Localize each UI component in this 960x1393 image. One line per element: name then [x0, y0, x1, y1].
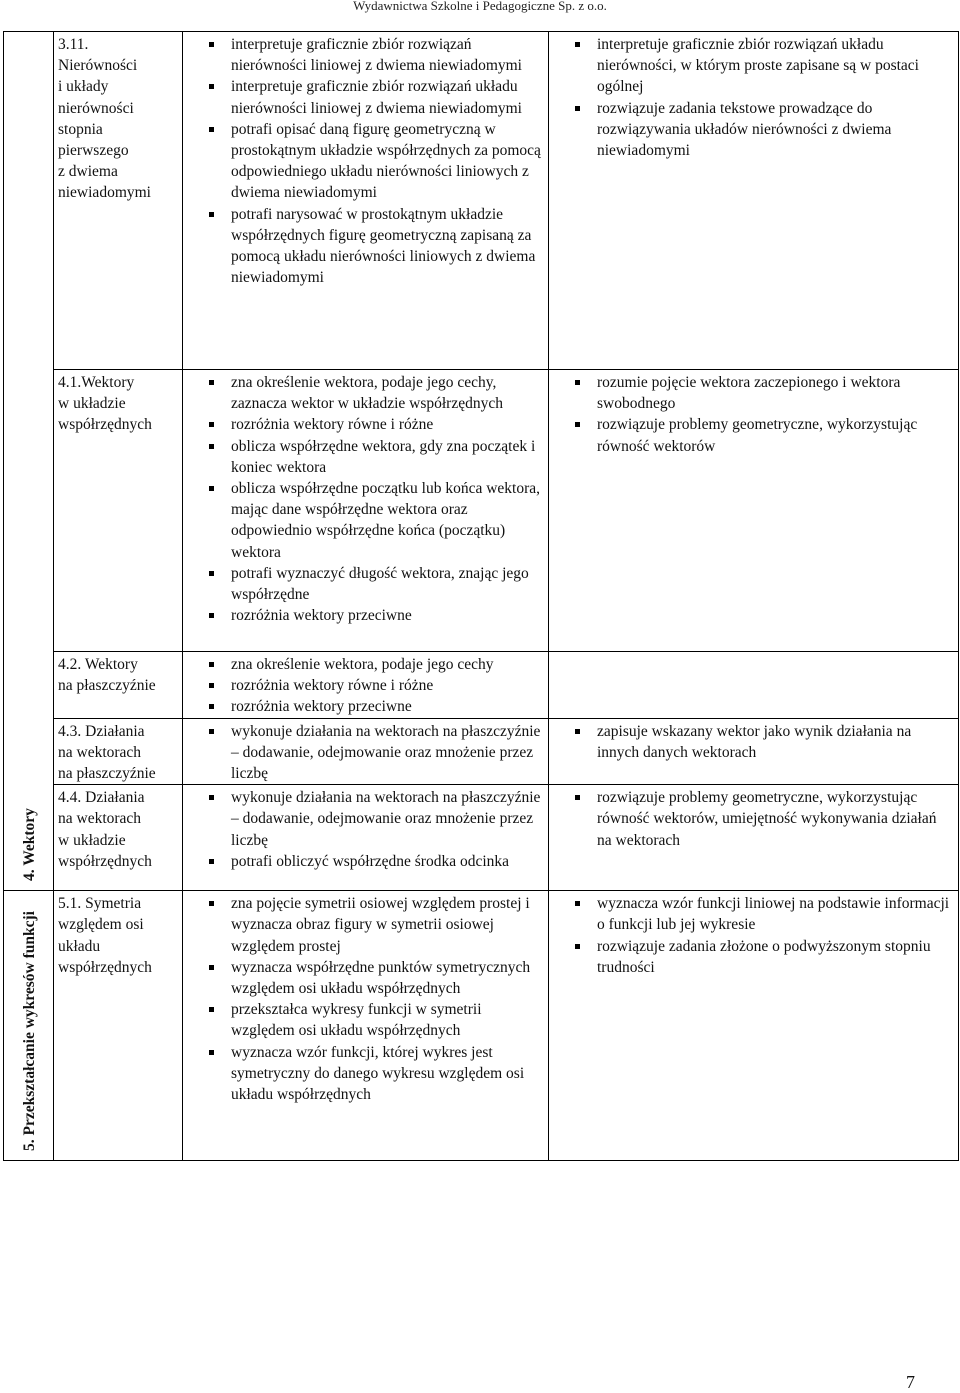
requirement-item: interpretuje graficznie zbiór rozwiązań nierówności liniowej z dwiema niewiadomymi — [211, 34, 546, 76]
requirement-item: oblicza współrzędne wektora, gdy zna początek i koniec wektora — [211, 436, 546, 478]
requirement-item: rozwiązuje problemy geometryczne, wykorzystując równość wektorów, umiejętność wykonywania działań na wektorach — [577, 787, 954, 851]
curriculum-table — [3, 31, 959, 1161]
basic-requirements-cell — [183, 370, 549, 652]
requirement-item: rozwiązuje zadania tekstowe prowadzące do rozwiązywania układów nierówności z dwiema niewiadomymi — [577, 98, 954, 162]
table-row — [4, 785, 959, 891]
section-title: 4. Wektory — [20, 808, 38, 881]
requirement-item: zapisuje wskazany wektor jako wynik działania na innych danych wektorach — [577, 721, 954, 763]
requirement-list — [187, 372, 546, 626]
requirement-list — [187, 654, 546, 718]
table-row — [4, 652, 959, 719]
requirement-item: przekształca wykresy funkcji w symetrii względem osi układu współrzędnych — [211, 999, 546, 1041]
topic-cell — [54, 785, 183, 891]
requirement-item: potrafi wyznaczyć długość wektora, znając jego współrzędne — [211, 563, 546, 605]
requirement-list — [553, 34, 954, 161]
topic-title: 4.3. Działania na wektorach na płaszczyźnie — [58, 722, 156, 783]
requirement-item: zna określenie wektora, podaje jego cechy, zaznacza wektor w układzie współrzędnych — [211, 372, 546, 414]
extended-requirements-cell — [549, 652, 959, 719]
requirement-item: rozwiązuje zadania złożone o podwyższonym stopniu trudności — [577, 936, 954, 978]
requirement-item: wykonuje działania na wektorach na płaszczyźnie – dodawanie, odejmowanie oraz mnożenie przez liczbę — [211, 721, 546, 785]
requirement-item: potrafi opisać daną figurę geometryczną w prostokątnym układzie współrzędnych za pomocą odpowiedniego układu nierówności liniowych z dwiema niewiadomymi — [211, 119, 546, 204]
topic-title: 4.1.Wektory w układzie współrzędnych — [58, 374, 152, 434]
page-number: 7 — [906, 1372, 915, 1392]
requirement-item: zna pojęcie symetrii osiowej względem prostej i wyznacza obraz figury w symetrii osiowej względem prostej — [211, 893, 546, 957]
table-row — [4, 891, 959, 1161]
requirement-item: rozróżnia wektory równe i różne — [211, 414, 546, 435]
topic-cell — [54, 718, 183, 785]
table-row — [4, 370, 959, 652]
requirement-list — [553, 372, 954, 457]
requirement-item: wyznacza współrzędne punktów symetrycznych względem osi układu współrzędnych — [211, 957, 546, 999]
requirement-item: zna określenie wektora, podaje jego cechy — [211, 654, 546, 675]
topic-title: 5.1. Symetria względem osi układu współrzędnych — [58, 895, 152, 976]
requirement-item: wyznacza wzór funkcji, której wykres jest symetryczny do danego wykresu względem osi układu współrzędnych — [211, 1042, 546, 1106]
topic-cell — [54, 370, 183, 652]
extended-requirements-cell — [549, 718, 959, 785]
requirement-item: rozróżnia wektory przeciwne — [211, 605, 546, 626]
extended-requirements-cell — [549, 32, 959, 370]
requirement-item: interpretuje graficznie zbiór rozwiązań układu nierówności liniowej z dwiema niewiadomymi — [211, 76, 546, 118]
requirement-item: oblicza współrzędne początku lub końca wektora, mając dane współrzędne wektora oraz odpowiednio współrzędne końca (początku) wektora — [211, 478, 546, 563]
topic-title: 4.2. Wektory na płaszczyźnie — [58, 656, 156, 695]
table-row — [4, 718, 959, 785]
extended-requirements-cell — [549, 891, 959, 1161]
requirement-item: rozumie pojęcie wektora zaczepionego i wektora swobodnego — [577, 372, 954, 414]
requirement-item: interpretuje graficznie zbiór rozwiązań układu nierówności, w którym proste zapisane są w postaci ogólnej — [577, 34, 954, 98]
requirement-list — [553, 787, 954, 851]
extended-requirements-cell — [549, 370, 959, 652]
table-row — [4, 32, 959, 370]
basic-requirements-cell — [183, 718, 549, 785]
requirement-list — [187, 787, 546, 872]
section-title: 5. Przekształcanie wykresów funkcji — [20, 911, 38, 1152]
basic-requirements-cell — [183, 785, 549, 891]
section-title-cell — [4, 891, 54, 1161]
topic-cell — [54, 652, 183, 719]
topic-title: 3.11. Nierówności i układy nierówności stopnia pierwszego z dwiema niewiadomymi — [58, 36, 151, 202]
topic-title: 4.4. Działania na wektorach w układzie współrzędnych — [58, 789, 152, 870]
requirement-list — [553, 721, 954, 763]
requirement-item: rozróżnia wektory równe i różne — [211, 675, 546, 696]
publisher-header: Wydawnictwa Szkolne i Pedagogiczne Sp. z o.o. — [353, 0, 607, 13]
extended-requirements-cell — [549, 785, 959, 891]
basic-requirements-cell — [183, 652, 549, 719]
basic-requirements-cell — [183, 891, 549, 1161]
requirement-item: rozwiązuje problemy geometryczne, wykorzystując równość wektorów — [577, 414, 954, 456]
requirement-list — [187, 893, 546, 1105]
requirement-item: rozróżnia wektory przeciwne — [211, 696, 546, 717]
requirement-list — [187, 721, 546, 785]
requirement-item: wykonuje działania na wektorach na płaszczyźnie – dodawanie, odejmowanie oraz mnożenie przez liczbę — [211, 787, 546, 851]
requirement-list — [553, 893, 954, 978]
topic-cell — [54, 891, 183, 1161]
basic-requirements-cell — [183, 32, 549, 370]
requirement-item: potrafi obliczyć współrzędne środka odcinka — [211, 851, 546, 872]
requirement-item: potrafi narysować w prostokątnym układzie współrzędnych figurę geometryczną zapisaną za pomocą układu nierówności liniowych z dwiema niewiadomymi — [211, 204, 546, 289]
topic-cell — [54, 32, 183, 370]
section-title-cell — [4, 32, 54, 891]
requirement-list — [187, 34, 546, 288]
requirement-item: wyznacza wzór funkcji liniowej na podstawie informacji o funkcji lub jej wykresie — [577, 893, 954, 935]
